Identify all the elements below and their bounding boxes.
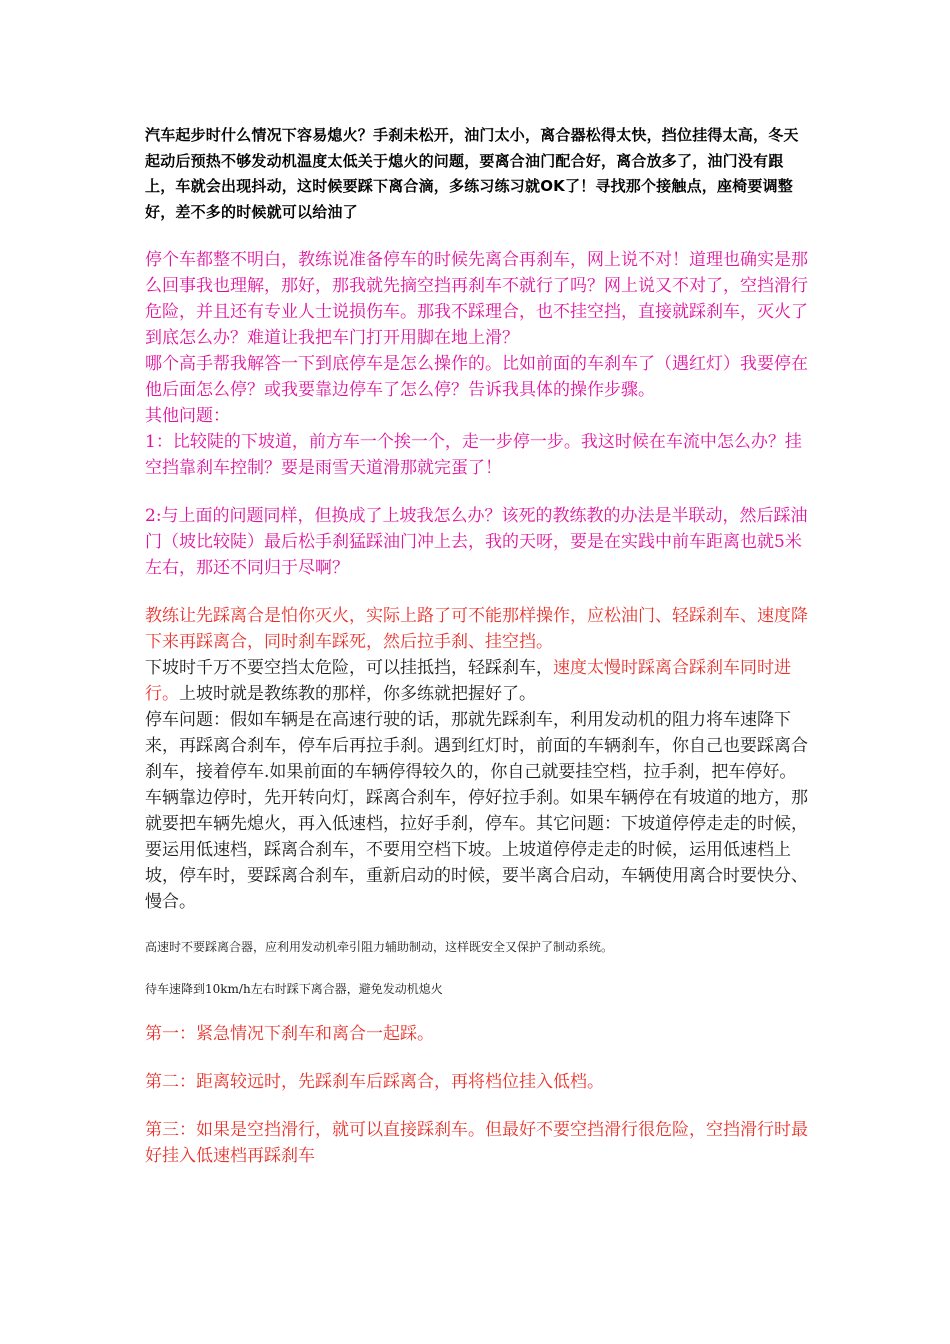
- answer-paragraph-2-part-a: 下坡时千万不要空挡太危险，可以挂抵挡，轻踩刹车，: [145, 658, 553, 678]
- document-body: [145, 123, 810, 1169]
- answer-paragraph-2-part-c: 上坡时就是教练教的那样，你多练就把握好了。: [179, 684, 536, 704]
- step-3: 第三：如果是空挡滑行，就可以直接踩刹车。但最好不要空挡滑行很危险，空挡滑行时最好挂入低速档再踩刹车: [145, 1120, 808, 1166]
- answer-paragraph-3: 停车问题：假如车辆是在高速行驶的话，那就先踩刹车，利用发动机的阻力将车速降下来，再踩离合刹车，停车后再拉手刹。遇到红灯时，前面的车辆刹车，你自己也要踩离合刹车，接着停车.如果前面的车辆停得较久的，你自己就要挂空档，拉手刹，把车停好。车辆靠边停时，先开转向灯，踩离合刹车，停好拉手刹。如果车辆停在有坡道的地方，那就要把车辆先熄火，再入低速档，拉好手刹，停车。其它问题：下坡道停停走走的时候，要运用低速档，踩离合刹车，不要用空档下坡。上坡道停停走走的时候，运用低速档上坡，停车时，要踩离合刹车，重新启动的时候，要半离合启动，车辆使用离合时要快分、慢合。: [145, 710, 808, 912]
- question-paragraph-2: 哪个高手帮我解答一下到底停车是怎么操作的。比如前面的车刹车了（遇红灯）我要停在他后面怎么停？或我要靠边停车了怎么停？告诉我具体的操作步骤。: [145, 354, 808, 400]
- note-paragraph-1: 高速时不要踩离合器，应利用发动机牵引阻力辅助制动，这样既安全又保护了制动系统。: [145, 940, 614, 954]
- answer-paragraph-1: 教练让先踩离合是怕你灭火，实际上路了可不能那样操作，应松油门、轻踩刹车、速度降下来再踩离合，同时刹车踩死，然后拉手刹、挂空挡。: [145, 606, 808, 652]
- step-2: 第二：距离较远时，先踩刹车后踩离合，再将档位挂入低档。: [145, 1072, 604, 1092]
- step-1: 第一：紧急情况下刹车和离合一起踩。: [145, 1024, 434, 1044]
- intro-paragraph: 汽车起步时什么情况下容易熄火？手刹未松开，油门太小，离合器松得太快，挡位挂得太高，冬天起动后预热不够发动机温度太低关于熄火的问题，要离合油门配合好，离合放多了，油门没有跟上，车就会出现抖动，这时候要踩下离合滴，多练习练习就OK了！寻找那个接触点，座椅要调整好，差不多的时候就可以给油了: [145, 126, 799, 221]
- note-paragraph-2: 待车速降到10km/h左右时踩下离合器，避免发动机熄火: [145, 982, 443, 996]
- question-item-2: 2:与上面的问题同样，但换成了上坡我怎么办？该死的教练教的办法是半联动，然后踩油门（坡比较陡）最后松手刹猛踩油门冲上去，我的天呀，要是在实践中前车距离也就5米左右，那还不同归于尽啊？: [145, 506, 808, 578]
- answer-paragraph-2: [145, 655, 810, 707]
- question-item-1: 1：比较陡的下坡道，前方车一个挨一个，走一步停一步。我这时候在车流中怎么办？挂空挡靠刹车控制？要是雨雪天道滑那就完蛋了！: [145, 432, 802, 478]
- question-other-heading: 其他问题：: [145, 406, 230, 426]
- answer-paragraph-2-highlight: 速度太慢时踩离合踩刹车同时进行。: [145, 658, 791, 704]
- question-paragraph-1: 停个车都整不明白，教练说准备停车的时候先离合再刹车，网上说不对！道理也确实是那么回事我也理解，那好，那我就先摘空挡再刹车不就行了吗？网上说又不对了，空挡滑行危险，并且还有专业人士说损伤车。那我不踩理合，也不挂空挡，直接就踩刹车，灭火了到底怎么办？难道让我把车门打开用脚在地上滑？: [145, 250, 808, 348]
